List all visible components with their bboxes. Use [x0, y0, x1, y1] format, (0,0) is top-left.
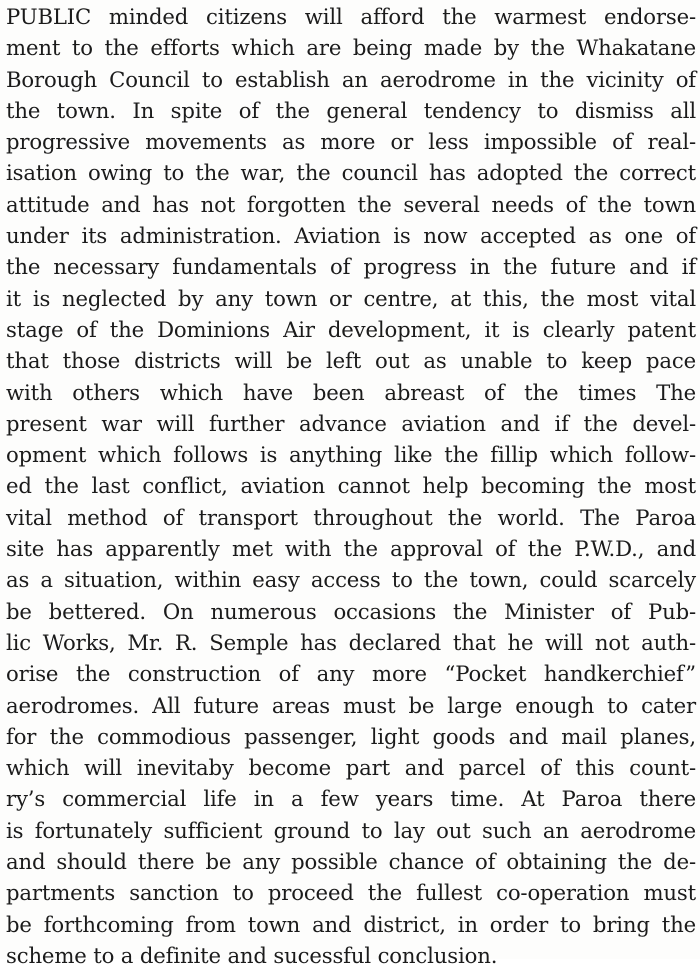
text-line: be forthcoming from town and district, in order to bring the — [6, 911, 696, 937]
text-line: vital method of transport throughout the world. The Paroa — [6, 504, 696, 530]
text-line: orise the construction of any more “Pocket handkerchief” — [6, 661, 696, 687]
article-column — [6, 1, 696, 971]
text-line: ment to the efforts which are being made by the Whakatane — [6, 35, 696, 61]
text-line: under its administration. Aviation is now accepted as one of — [6, 223, 696, 249]
text-line: Borough Council to establish an aerodrome in the vicinity of — [6, 66, 696, 92]
text-line: aerodromes. All future areas must be large enough to cater — [6, 692, 696, 718]
text-line: the necessary fundamentals of progress in the future and if — [6, 254, 696, 280]
text-line: ry’s commercial life in a few years time. At Paroa there — [6, 786, 696, 812]
text-line: site has apparently met with the approval of the P.W.D., and — [6, 536, 696, 562]
text-line: which will inevitaby become part and parcel of this count- — [6, 755, 696, 781]
text-line: partments sanction to proceed the fullest co-operation must — [6, 880, 696, 906]
text-line: progressive movements as more or less impossible of real- — [6, 129, 696, 155]
text-line: it is neglected by any town or centre, at this, the most vital — [6, 285, 696, 311]
text-line: is fortunately sufficient ground to lay out such an aerodrome — [6, 817, 696, 843]
text-line: opment which follows is anything like the fillip which follow- — [6, 442, 696, 468]
text-line: attitude and has not forgotten the several needs of the town — [6, 191, 696, 217]
text-line-final: scheme to a definite and sucessful conclusion. — [6, 942, 498, 968]
text-line: for the commodious passenger, light goods and mail planes, — [6, 723, 696, 749]
text-line: lic Works, Mr. R. Semple has declared that he will not auth- — [6, 629, 696, 655]
text-line: the town. In spite of the general tendency to dismiss all — [6, 97, 696, 123]
text-line: and should there be any possible chance of obtaining the de- — [6, 849, 696, 875]
text-line: that those districts will be left out as unable to keep pace — [6, 348, 696, 374]
text-line: be bettered. On numerous occasions the Minister of Pub- — [6, 598, 696, 624]
text-line: PUBLIC minded citizens will afford the warmest endorse- — [6, 4, 696, 29]
text-line: present war will further advance aviation and if the devel- — [6, 410, 696, 436]
text-line: isation owing to the war, the council has adopted the correct — [6, 160, 696, 186]
text-line: with others which have been abreast of the times The — [6, 379, 696, 405]
text-line: as a situation, within easy access to the town, could scarcely — [6, 567, 696, 593]
text-line: stage of the Dominions Air development, it is clearly patent — [6, 316, 696, 342]
text-line: ed the last conflict, aviation cannot help becoming the most — [6, 473, 696, 499]
